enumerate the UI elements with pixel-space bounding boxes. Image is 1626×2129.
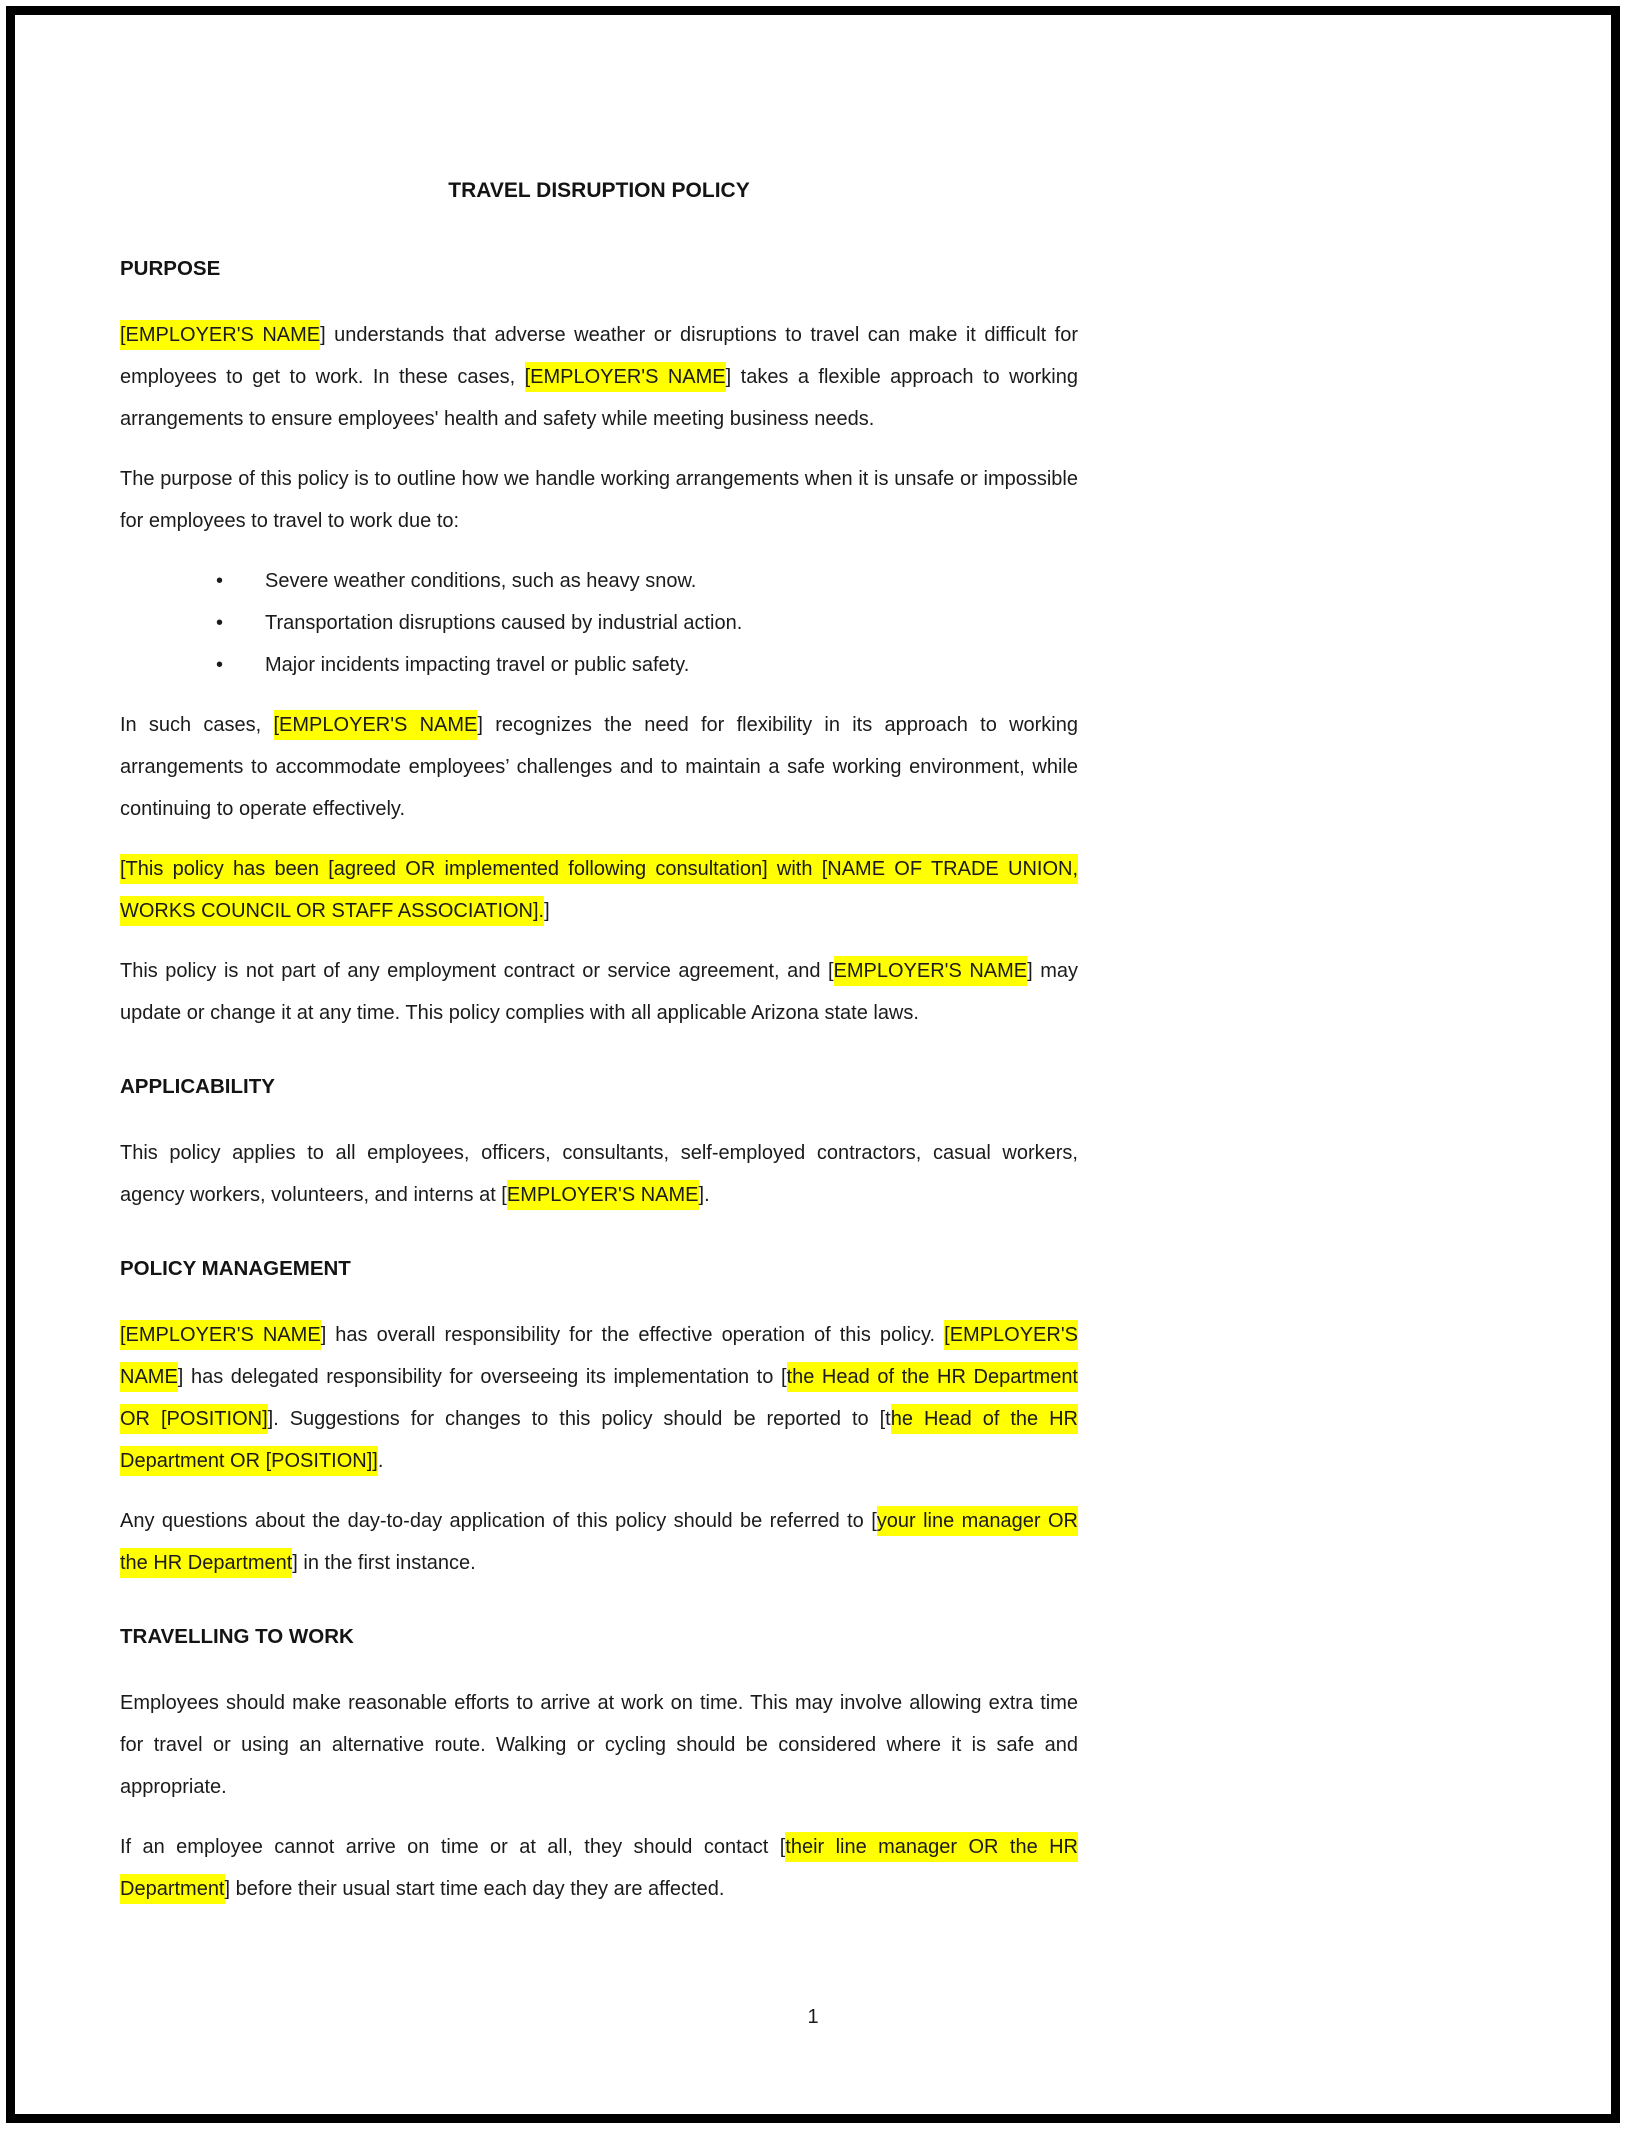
document-body <box>120 170 1078 1928</box>
heading-applicability: APPLICABILITY <box>120 1075 275 1098</box>
purpose-paragraph-2 <box>120 458 1078 542</box>
purpose-bullet-list <box>120 560 1078 686</box>
policy-management-paragraph-2 <box>120 1500 1078 1584</box>
bullet-text: Severe weather conditions, such as heavy snow. <box>265 570 697 592</box>
purpose-paragraph-3 <box>120 704 1078 830</box>
text-run: ] in the first instance. <box>292 1552 476 1574</box>
highlighted-text: [EMPLOYER'S NAME <box>525 362 726 392</box>
text-run: ] has overall responsibility for the effective operation of this policy. <box>320 1324 945 1346</box>
text-run: ] <box>544 900 550 922</box>
text-run: The purpose of this policy is to outline how we handle working arrangements when it is unsafe or impossible for employees to travel to work due to: <box>120 468 1078 532</box>
text-run: This policy applies to all employees, officers, consultants, self-employed contractors, casual workers, agency workers, volunteers, and interns at [ <box>120 1142 1078 1206</box>
highlighted-text: EMPLOYER'S NAME <box>507 1180 699 1210</box>
text-run: ] may update or change it at any time. This policy complies with all applicable Arizona state laws. <box>120 960 1078 1024</box>
highlighted-text: he Head of the HR Department OR [POSITION]] <box>120 1404 1078 1476</box>
bullet-item <box>120 602 1078 644</box>
travelling-paragraph-2 <box>120 1826 1078 1910</box>
text-run: ] takes a flexible approach to working arrangements to ensure employees' health and safety while meeting business needs. <box>120 366 1078 430</box>
highlighted-text: the Head of the HR Department OR [POSITION] <box>120 1362 1078 1434</box>
purpose-paragraph-1 <box>120 314 1078 440</box>
bullet-item <box>120 644 1078 686</box>
highlighted-text: your line manager OR the HR Department <box>120 1506 1078 1578</box>
highlighted-text: [EMPLOYER'S NAME <box>274 710 478 740</box>
text-run: ] before their usual start time each day they are affected. <box>224 1878 725 1900</box>
highlighted-text: [EMPLOYER'S NAME <box>120 1320 321 1350</box>
page-number: 1 <box>807 2006 819 2028</box>
highlighted-text: their line manager OR the HR Department <box>120 1832 1078 1904</box>
bullet-text: Transportation disruptions caused by industrial action. <box>265 612 743 634</box>
applicability-paragraph-1 <box>120 1132 1078 1216</box>
text-run: This policy is not part of any employment contract or service agreement, and [ <box>120 960 834 982</box>
text-run: Employees should make reasonable efforts to arrive at work on time. This may involve allowing extra time for travel or using an alternative route. Walking or cycling should be considered where it is safe and appropriate. <box>120 1692 1078 1798</box>
text-run: ] has delegated responsibility for overseeing its implementation to [ <box>177 1366 787 1388</box>
purpose-paragraph-5 <box>120 950 1078 1034</box>
text-run: ]. Suggestions for changes to this policy should be reported to [t <box>267 1408 891 1430</box>
highlighted-text: [EMPLOYER'S NAME <box>120 1320 1078 1392</box>
highlighted-text: EMPLOYER'S NAME <box>834 956 1028 986</box>
document-title: TRAVEL DISRUPTION POLICY <box>448 179 750 202</box>
heading-purpose: PURPOSE <box>120 257 221 280</box>
text-run: If an employee cannot arrive on time or at all, they should contact [ <box>120 1836 786 1858</box>
bullet-item <box>120 560 1078 602</box>
purpose-paragraph-4-highlighted <box>120 848 1078 932</box>
highlighted-text: [This policy has been [agreed OR implemented following consultation] with [NAME OF TRADE UNION, WORKS COUNCIL OR STAFF ASSOCIATION]. <box>120 854 1078 926</box>
text-run: ]. <box>698 1184 710 1206</box>
text-run: In such cases, <box>120 714 274 736</box>
text-run: Any questions about the day-to-day application of this policy should be referred to [ <box>120 1510 877 1532</box>
highlighted-text: [EMPLOYER'S NAME <box>120 320 320 350</box>
text-run: ] understands that adverse weather or disruptions to travel can make it difficult for employees to get to work. In these cases, <box>120 324 1079 388</box>
heading-policy-management: POLICY MANAGEMENT <box>120 1257 351 1280</box>
heading-travelling-to-work: TRAVELLING TO WORK <box>120 1625 354 1648</box>
travelling-paragraph-1 <box>120 1682 1078 1808</box>
bullet-text: Major incidents impacting travel or public safety. <box>265 654 690 676</box>
text-run: . <box>377 1450 384 1472</box>
policy-management-paragraph-1 <box>120 1314 1078 1482</box>
text-run: ] recognizes the need for flexibility in its approach to working arrangements to accommodate employees’ challenges and to maintain a safe working environment, while continuing to operate effectively. <box>120 714 1078 820</box>
